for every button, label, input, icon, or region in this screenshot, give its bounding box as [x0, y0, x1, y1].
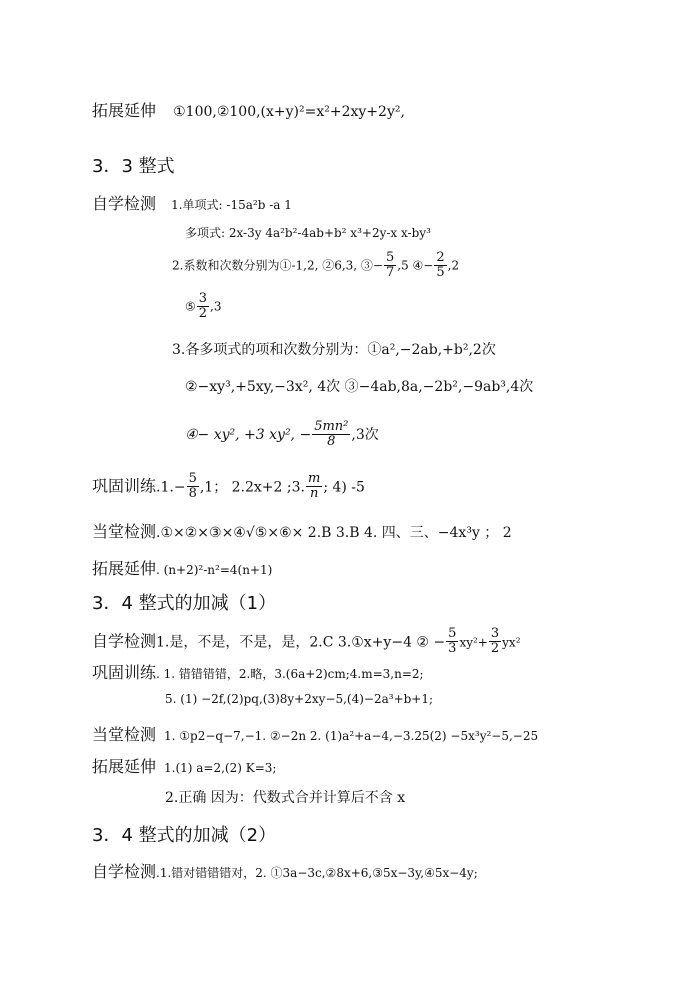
polynomial-line: 多项式: 2x-3y 4a²b²-4ab+b² x³+2y-x x-by³ [185, 226, 431, 240]
answer-text: ④− xy², +3 xy², − [185, 426, 312, 443]
answer-text: xy²+ [459, 635, 488, 650]
consolidation-line-3: 5. (1) −2f,(2)pq,(3)8y+2xy−5,(4)−2a³+b+1; [165, 692, 434, 706]
section-label: 自学检测 [92, 862, 157, 881]
answer-text: . 1. 错错错错，2.略，3.(6a+2)cm;4.m=3,n=2; [156, 667, 424, 681]
answer-text: 1.是，不是，不是，是，2.C 3.①x+y−4 ② − [156, 634, 446, 651]
answer-text: 1.(1) a=2,(2) K=3; [164, 761, 277, 775]
coefficient-line [172, 251, 459, 281]
section-label: 自学检测 [92, 194, 157, 213]
extension-line-3 [92, 754, 276, 777]
extension-line-2 [92, 556, 272, 579]
section-label: 当堂检测 [92, 725, 157, 744]
section-heading-3-4-2: 3．4 整式的加减（2） [92, 825, 277, 846]
section-label: 当堂检测 [92, 522, 157, 541]
fraction: $\frac{5}{3}$ [448, 626, 457, 657]
answer-text: ,3 [210, 299, 222, 314]
section-heading-3-4-1: 3．4 整式的加减（1） [92, 593, 277, 614]
fraction: $\frac{5}{7}$ [386, 250, 395, 281]
answer-text: ①100,②100,(x+y)²=x²+2xy+2y², [173, 104, 405, 120]
answer-text: ; 4) -5 [323, 479, 365, 496]
answer-text: .1.错对错错错对，2. ①3a−3c,②8x+6,③5x−3y,④5x−4y; [156, 866, 478, 880]
consolidation-line-2 [92, 660, 424, 683]
self-check-line [92, 191, 292, 214]
section-label: 拓展延伸 [92, 757, 157, 776]
classroom-check-line-2 [92, 722, 538, 745]
fraction: $\frac{5}{8}$ [188, 471, 197, 502]
fraction: $\frac{m}{n}$ [307, 471, 321, 502]
answer-text: .1.− [156, 479, 186, 496]
answer-text: 1. ①p2−q−7,−1. ②−2n 2. (1)a²+a−4,−3.25(2) −5x³y²−5,−25 [164, 729, 539, 743]
fraction: $\frac{3}{2}$ [490, 626, 500, 657]
section-label: 自学检测 [92, 631, 157, 651]
answer-text: 2.系数和次数分别为①-1,2, ②6,3, ③− [172, 258, 383, 273]
terms-degree-line: 3.各多项式的项和次数分别为：①a²,−2ab,+b²,2次 [172, 342, 496, 358]
fraction: $\frac{3}{2}$ [198, 291, 208, 322]
coefficient-line-5 [185, 292, 222, 322]
section-heading-3-3: 3．3 整式 [92, 156, 175, 177]
classroom-check-line [92, 519, 512, 542]
self-check-line-3 [92, 859, 478, 882]
answer-text: . (n+2)²-n²=4(n+1) [156, 563, 273, 577]
section-label: 巩固训练 [92, 476, 157, 496]
answer-text: ,3次 [351, 426, 379, 443]
answer-text: .①×②×③×④√⑤×⑥× 2.B 3.B 4. 四、三、−4x³y ； 2 [156, 525, 512, 541]
extension-line-4: 2.正确 因为：代数式合并计算后不含 x [165, 790, 406, 806]
fraction: $\frac{2}{5}$ [436, 250, 445, 281]
answer-text: ,2 [447, 258, 460, 273]
answer-text: 1.单项式: -15a²b -a 1 [171, 198, 292, 212]
terms-degree-line-4 [185, 420, 379, 450]
section-label: 巩固训练 [92, 663, 157, 682]
self-check-line-2 [92, 627, 521, 657]
section-label: 拓展延伸 [92, 101, 157, 120]
fraction: $\frac{\text{5mn²}}{8}$ [314, 419, 349, 450]
answer-text: ,5 ④− [397, 258, 434, 273]
answer-text: yx² [502, 635, 521, 650]
answer-text: ,1； 2.2x+2 ;3. [199, 479, 305, 496]
answer-text: ⑤ [185, 299, 196, 314]
section-label: 拓展延伸 [92, 559, 157, 578]
extension-line-1 [92, 98, 405, 121]
consolidation-line [92, 472, 365, 502]
terms-degree-line-2: ②−xy³,+5xy,−3x², 4次 ③−4ab,8a,−2b²,−9ab³,4次 [185, 379, 534, 395]
